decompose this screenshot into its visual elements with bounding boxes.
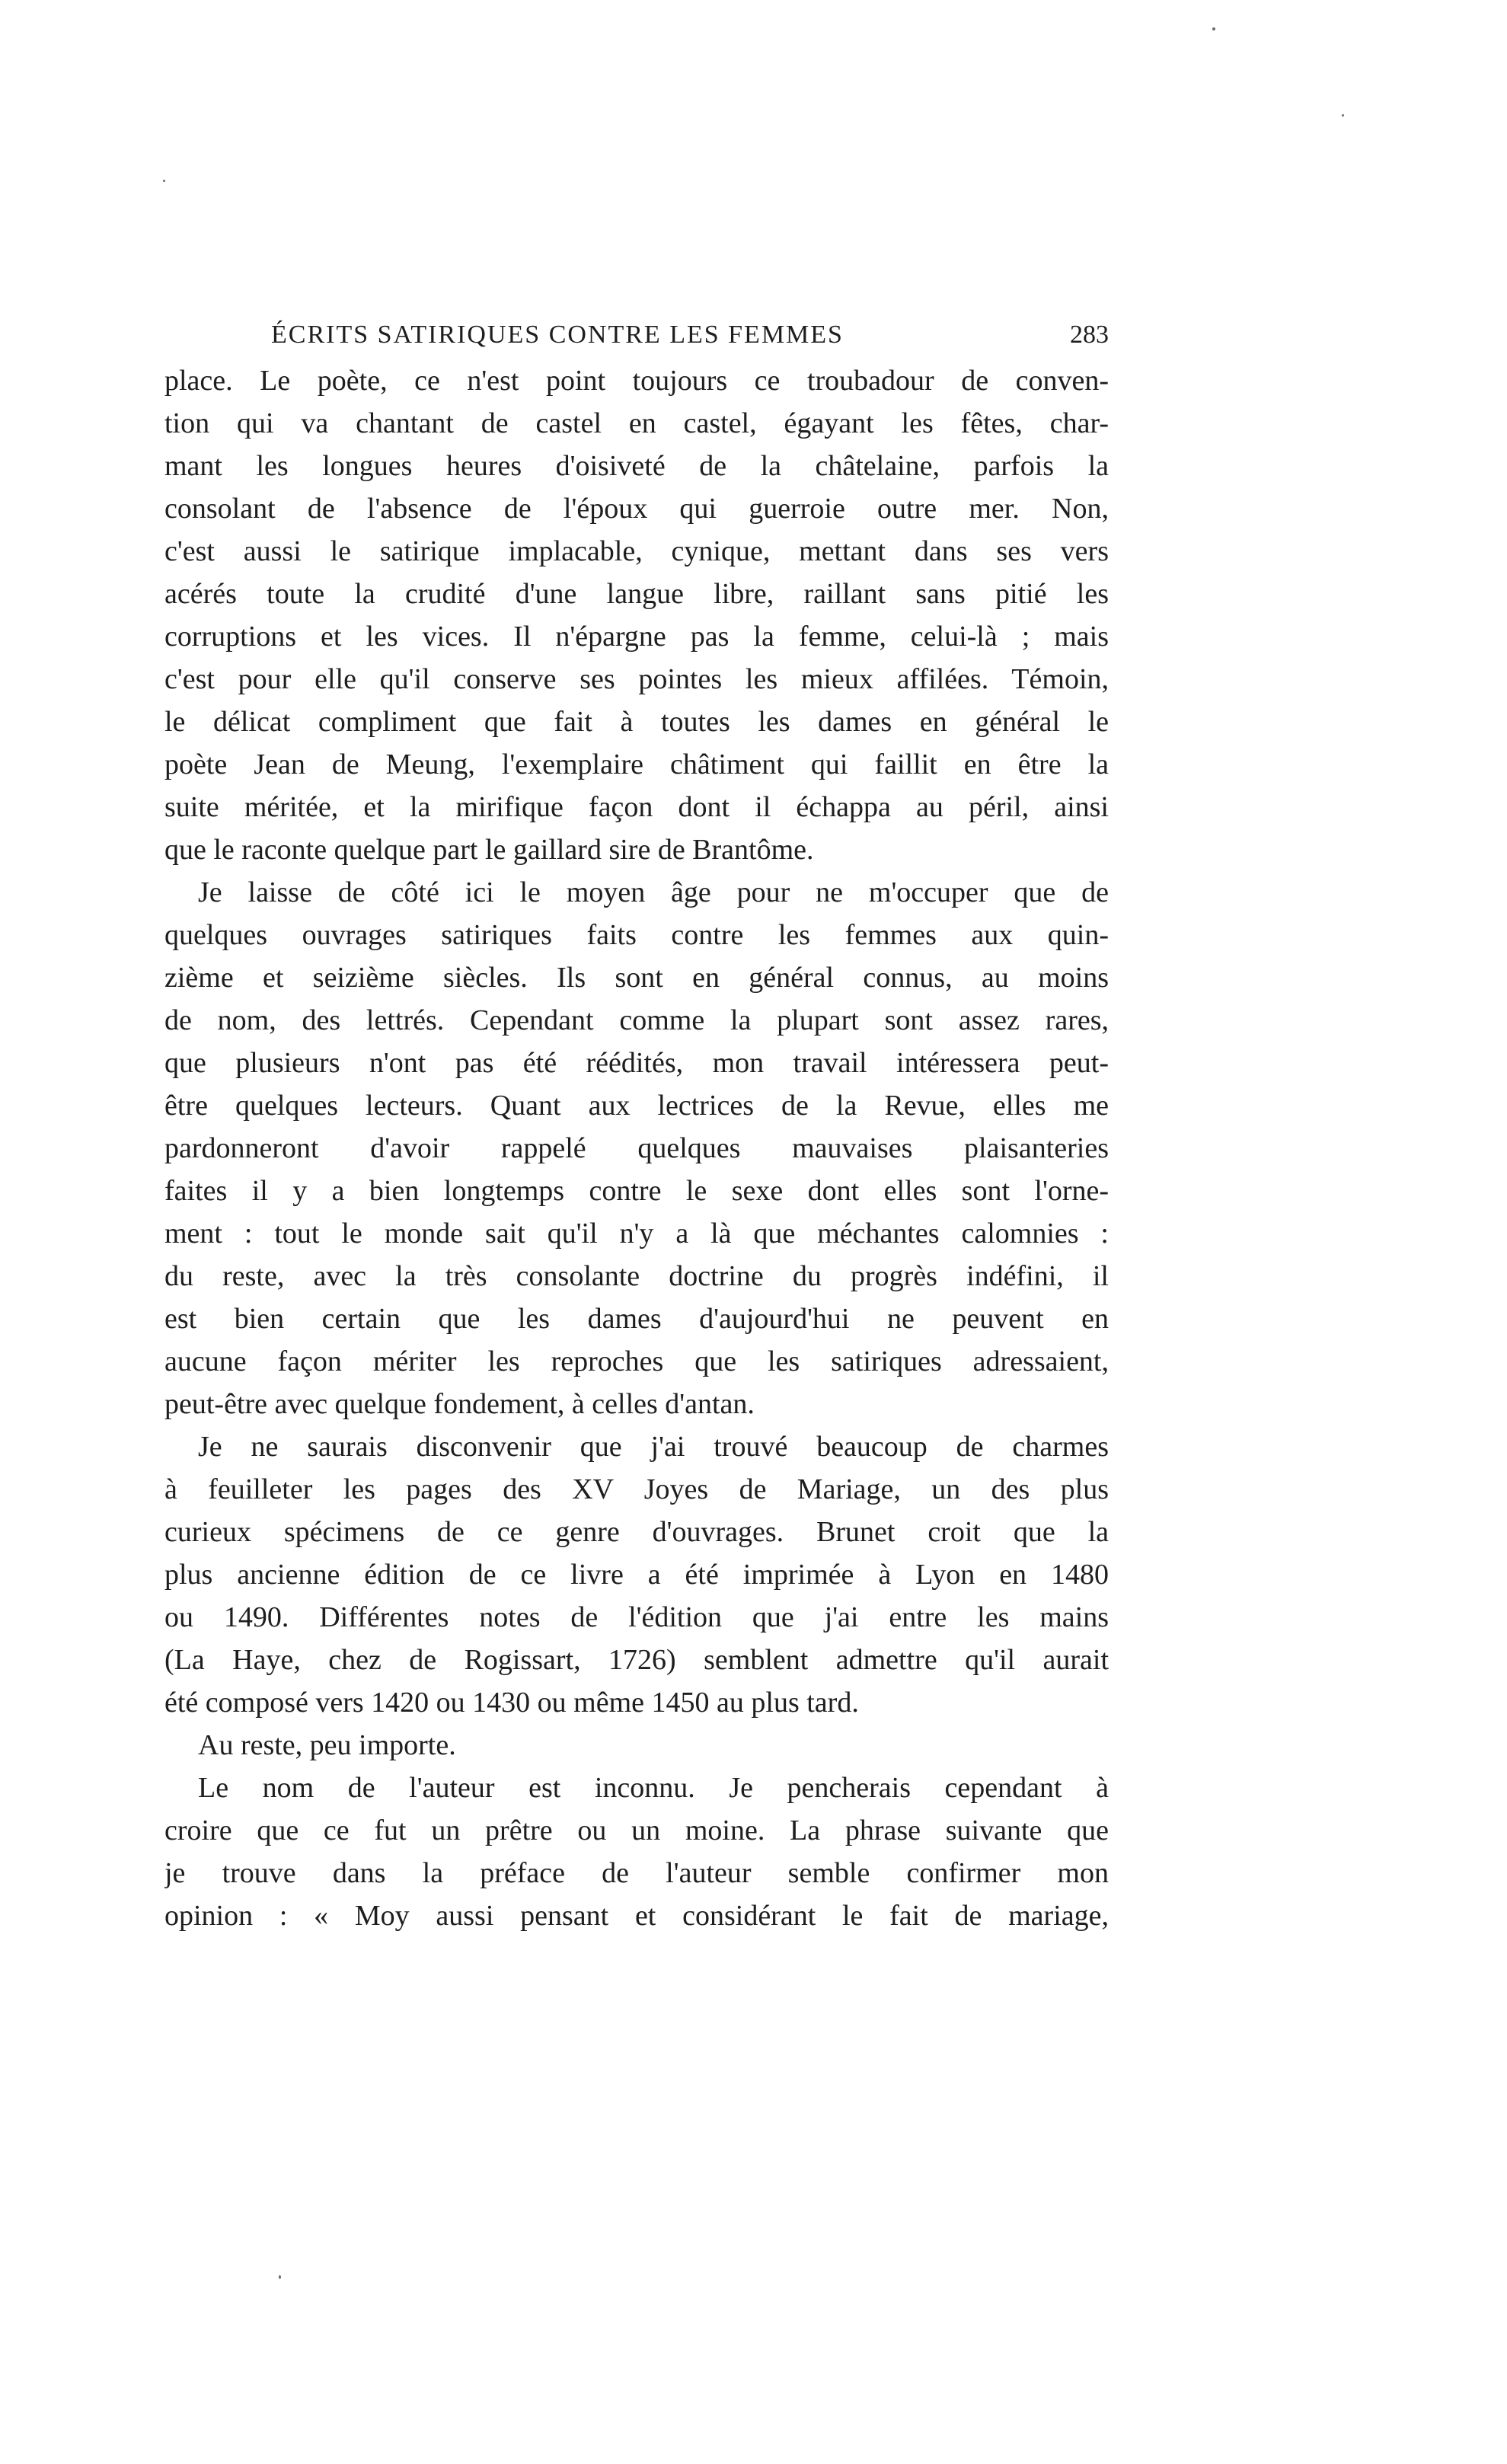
text-line: plus ancienne édition de ce livre a été imprimée à Lyon en 1480 bbox=[164, 1559, 1109, 1591]
paper-speck bbox=[1342, 114, 1344, 116]
text-line: que le raconte quelque part le gaillard sire de Brantôme. bbox=[164, 834, 814, 866]
text-line: je trouve dans la préface de l'auteur semble confirmer mon bbox=[164, 1857, 1109, 1889]
text-line: c'est pour elle qu'il conserve ses pointes les mieux affilées. Témoin, bbox=[164, 663, 1109, 695]
text-line: acérés toute la crudité d'une langue libre, raillant sans pitié les bbox=[164, 578, 1109, 610]
text-line: mant les longues heures d'oisiveté de la châtelaine, parfois la bbox=[164, 450, 1109, 482]
text-line: croire que ce fut un prêtre ou un moine. La phrase suivante que bbox=[164, 1814, 1109, 1846]
text-line: zième et seizième siècles. Ils sont en général connus, au moins bbox=[164, 962, 1109, 994]
paper-speck bbox=[1212, 27, 1215, 30]
text-line: à feuilleter les pages des XV Joyes de Mariage, un des plus bbox=[164, 1473, 1109, 1505]
text-line: consolant de l'absence de l'époux qui guerroie outre mer. Non, bbox=[164, 493, 1109, 525]
text-line: Je ne saurais disconvenir que j'ai trouvé beaucoup de charmes bbox=[198, 1431, 1109, 1463]
text-line: peut-être avec quelque fondement, à celles d'antan. bbox=[164, 1388, 755, 1420]
running-title: ÉCRITS SATIRIQUES CONTRE LES FEMMES bbox=[271, 321, 844, 349]
paper-speck bbox=[279, 2275, 281, 2279]
body-text bbox=[164, 359, 1109, 1937]
text-line: été composé vers 1420 ou 1430 ou même 1450 au plus tard. bbox=[164, 1687, 859, 1719]
text-line: suite méritée, et la mirifique façon dont il échappa au péril, ainsi bbox=[164, 791, 1109, 823]
running-head bbox=[164, 312, 1109, 358]
text-line: c'est aussi le satirique implacable, cynique, mettant dans ses vers bbox=[164, 535, 1109, 567]
text-line: pardonneront d'avoir rappelé quelques mauvaises plaisanteries bbox=[164, 1132, 1109, 1164]
text-line: Je laisse de côté ici le moyen âge pour ne m'occuper que de bbox=[198, 876, 1109, 908]
text-line: tion qui va chantant de castel en castel, égayant les fêtes, char- bbox=[164, 407, 1109, 439]
text-line: de nom, des lettrés. Cependant comme la plupart sont assez rares, bbox=[164, 1004, 1109, 1036]
paper-speck bbox=[163, 180, 165, 182]
text-line: opinion : « Moy aussi pensant et considérant le fait de mariage, bbox=[164, 1900, 1109, 1932]
text-line: être quelques lecteurs. Quant aux lectrices de la Revue, elles me bbox=[164, 1090, 1109, 1122]
text-line: place. Le poète, ce n'est point toujours ce troubadour de conven- bbox=[164, 365, 1109, 397]
text-line: corruptions et les vices. Il n'épargne pas la femme, celui-là ; mais bbox=[164, 621, 1109, 653]
text-line: curieux spécimens de ce genre d'ouvrages. Brunet croit que la bbox=[164, 1516, 1109, 1548]
text-line: du reste, avec la très consolante doctrine du progrès indéfini, il bbox=[164, 1260, 1109, 1292]
text-line: ment : tout le monde sait qu'il n'y a là que méchantes calomnies : bbox=[164, 1218, 1109, 1250]
text-line: aucune façon mériter les reproches que les satiriques adressaient, bbox=[164, 1345, 1109, 1377]
text-line: poète Jean de Meung, l'exemplaire châtiment qui faillit en être la bbox=[164, 748, 1109, 780]
text-line: ou 1490. Différentes notes de l'édition que j'ai entre les mains bbox=[164, 1601, 1109, 1633]
page-number: 283 bbox=[1070, 321, 1109, 349]
text-line: est bien certain que les dames d'aujourd'hui ne peuvent en bbox=[164, 1303, 1109, 1335]
text-line: Le nom de l'auteur est inconnu. Je pencherais cependant à bbox=[198, 1772, 1109, 1804]
text-line: Au reste, peu importe. bbox=[198, 1729, 456, 1761]
text-line: que plusieurs n'ont pas été réédités, mon travail intéressera peut- bbox=[164, 1047, 1109, 1079]
text-line: le délicat compliment que fait à toutes les dames en général le bbox=[164, 706, 1109, 738]
text-line: faites il y a bien longtemps contre le sexe dont elles sont l'orne- bbox=[164, 1175, 1109, 1207]
text-line: (La Haye, chez de Rogissart, 1726) semblent admettre qu'il aurait bbox=[164, 1644, 1109, 1676]
text-line: quelques ouvrages satiriques faits contre les femmes aux quin- bbox=[164, 919, 1109, 951]
